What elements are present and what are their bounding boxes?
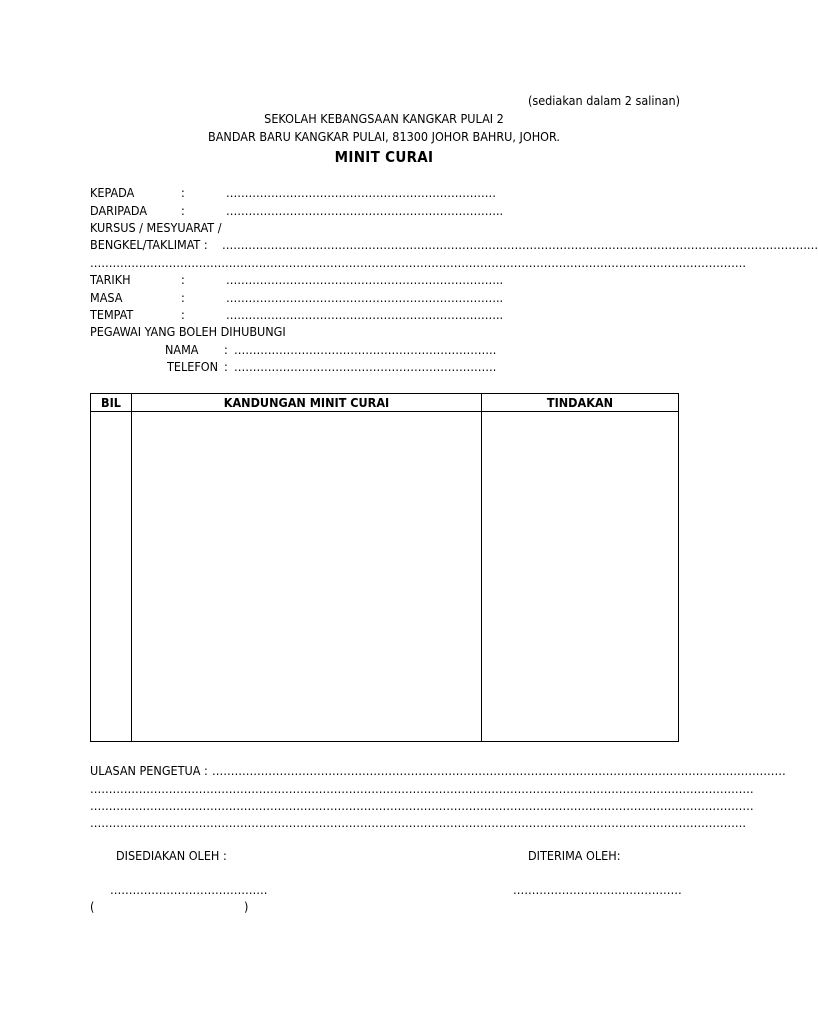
ulasan-label: ULASAN PENGETUA : [90, 763, 208, 778]
masa-field[interactable]: ……………………………………………………………….. [226, 290, 504, 305]
tarikh-field[interactable]: ……………………………………………………………….. [226, 272, 504, 287]
name-open-paren: ( [90, 899, 95, 914]
nama-field[interactable]: ……………………………………………………………. [234, 342, 497, 357]
school-name: SEKOLAH KEBANGSAAN KANGKAR PULAI 2 [264, 111, 504, 126]
telefon-colon: : [224, 359, 228, 374]
received-by-label: DITERIMA OLEH: [528, 848, 621, 863]
table-header-rule [91, 411, 678, 412]
masa-label: MASA [90, 290, 123, 305]
telefon-field[interactable]: ……………………………………………………………. [234, 359, 497, 374]
ulasan-field[interactable]: ……………………………………………………………………………………………………………………………………… [212, 763, 786, 778]
nama-label: NAMA [165, 342, 199, 357]
ulasan-field-line[interactable]: …………………………………………………………………………………………………………………………………………………………… [90, 798, 754, 813]
kepada-label: KEPADA [90, 185, 135, 200]
column-header-tindakan: TINDAKAN [546, 395, 614, 410]
column-header-kandungan: KANDUNGAN MINIT CURAI [223, 395, 390, 410]
tempat-colon: : [181, 307, 185, 322]
pegawai-label: PEGAWAI YANG BOLEH DIHUBUNGI [90, 324, 286, 339]
kepada-field[interactable]: ……………………………………………………………… [226, 185, 496, 200]
table-divider [481, 394, 482, 741]
telefon-label: TELEFON [167, 359, 219, 374]
daripada-colon: : [181, 203, 185, 218]
school-address: BANDAR BARU KANGKAR PULAI, 81300 JOHOR BAHRU, JOHOR. [208, 129, 560, 144]
ulasan-field-line[interactable]: …………………………………………………………………………………………………………………………………………………………… [90, 781, 754, 796]
bengkel-field[interactable]: …………………………………………………………………………………………………………………………………………… [222, 237, 818, 252]
bengkel-field-continued[interactable]: …………………………………………………………………………………………………………………………………………………………. [90, 255, 746, 270]
copies-note: (sediakan dalam 2 salinan) [528, 93, 681, 108]
tempat-field[interactable]: ……………………………………………………………….. [226, 307, 504, 322]
tempat-label: TEMPAT [90, 307, 134, 322]
kursus-label: KURSUS / MESYUARAT / [90, 220, 222, 235]
document-title: MINIT CURAI [334, 148, 434, 166]
tarikh-label: TARIKH [90, 272, 131, 287]
received-by-signature-line[interactable]: ……………………………………… [513, 882, 682, 897]
tarikh-colon: : [181, 272, 185, 287]
ulasan-field-line[interactable]: …………………………………………………………………………………………………………………………………………………………. [90, 815, 746, 830]
kepada-colon: : [181, 185, 185, 200]
bengkel-label: BENGKEL/TAKLIMAT : [90, 237, 208, 252]
name-close-paren: ) [244, 899, 249, 914]
masa-colon: : [181, 290, 185, 305]
daripada-field[interactable]: ……………………………………………………………….. [226, 203, 504, 218]
table-divider [131, 394, 132, 741]
nama-colon: : [224, 342, 228, 357]
minutes-table [90, 393, 679, 742]
column-header-bil: BIL [101, 395, 121, 410]
prepared-by-signature-line[interactable]: …………………………………… [110, 882, 268, 897]
prepared-by-label: DISEDIAKAN OLEH : [116, 848, 227, 863]
daripada-label: DARIPADA [90, 203, 148, 218]
